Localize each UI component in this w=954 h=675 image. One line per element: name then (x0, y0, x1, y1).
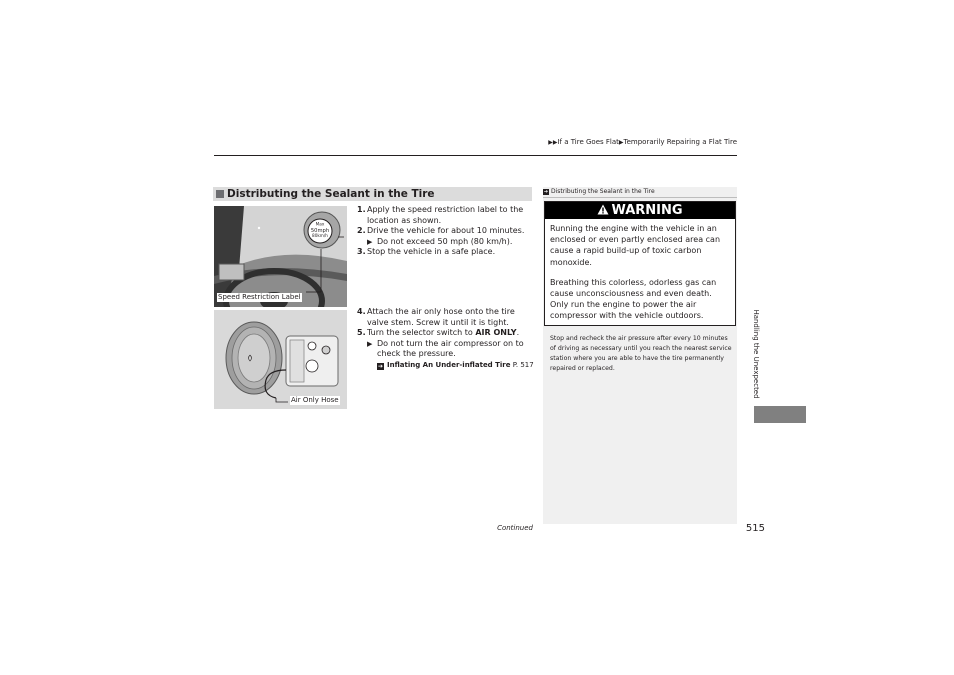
section-title: Distributing the Sealant in the Tire (227, 188, 435, 200)
sticker-line: 50mph (310, 228, 330, 234)
xref-page: P. 517 (512, 360, 534, 369)
compressor-illustration (214, 310, 347, 409)
breadcrumb-item: If a Tire Goes Flat (557, 138, 619, 146)
warning-header (545, 202, 735, 219)
step-item (357, 226, 535, 247)
sticker-line: Max (315, 221, 325, 227)
step-number: 1. (357, 205, 366, 214)
step-number: 4. (357, 307, 366, 316)
triangle-bullet-icon: ▶ (367, 237, 373, 246)
compressor-drawing (214, 310, 347, 409)
xref-title[interactable]: Inflating An Under-inflated Tire (387, 360, 511, 369)
warning-body (550, 223, 732, 331)
step-text: Drive the vehicle for about 10 minutes. (367, 226, 525, 236)
hose-callout: Air Only Hose (291, 396, 339, 404)
warning-box (544, 201, 736, 326)
step-text: Attach the air only hose onto the tire valve stem. Screw it until it is tight. (367, 307, 515, 327)
dashboard-illustration (214, 206, 347, 307)
steps-list-1 (357, 205, 535, 258)
breadcrumb-arrow-icon: ▶ (618, 139, 624, 146)
warning-paragraph: Running the engine with the vehicle in an enclosed or even partly enclosed area can cause a rapid build-up of toxic carbon monoxide. (550, 224, 721, 267)
side-note: Stop and recheck the air pressure after every 10 minutes of driving as necessary until you reach the nearest service station where you are able to have the tire permanently repaired or replaced. (550, 335, 732, 372)
dashboard-drawing (214, 206, 347, 307)
chapter-tab-label (749, 306, 763, 406)
step-item (357, 247, 535, 258)
chapter-tab[interactable] (754, 406, 806, 423)
step-number: 5. (357, 328, 366, 338)
warning-triangle-icon (597, 204, 609, 215)
side-heading (543, 187, 737, 198)
side-heading-text: Distributing the Sealant in the Tire (551, 188, 655, 195)
breadcrumb-item: Temporarily Repairing a Flat Tire (623, 138, 737, 146)
warning-paragraph: Breathing this colorless, odorless gas can cause unconsciousness and even death. (550, 277, 717, 299)
reference-arrow-icon: ➔ (377, 362, 384, 370)
step-item (357, 205, 535, 226)
section-square-icon (216, 190, 224, 198)
breadcrumb-arrow-icon: ▶▶ (548, 139, 558, 146)
page-number: 515 (745, 523, 765, 534)
speed-label-callout: Speed Restriction Label (218, 293, 301, 301)
step-text: Apply the speed restriction label to the location as shown. (367, 205, 524, 225)
section-heading (213, 187, 532, 201)
step-text: Turn the selector switch to (367, 328, 476, 338)
warning-paragraph: Only run the engine to power the air compressor with the vehicle outdoors. (550, 300, 704, 321)
reference-arrow-icon: ➔ (543, 189, 549, 195)
breadcrumb (520, 138, 737, 146)
warning-title: WARNING (611, 203, 683, 218)
step-text: Stop the vehicle in a safe place. (367, 247, 496, 257)
continued-text: Continued (497, 524, 533, 532)
step-text: . (516, 328, 520, 338)
steps-list-2 (357, 307, 535, 371)
step-subtext: Do not exceed 50 mph (80 km/h). (377, 236, 513, 246)
step-text-bold: AIR ONLY (475, 328, 517, 338)
triangle-bullet-icon: ▶ (367, 339, 373, 348)
step-subtext: Do not turn the air compressor on to check the pressure. (377, 338, 524, 359)
header-rule (214, 155, 737, 156)
step-number: 3. (357, 247, 366, 257)
cross-reference-link[interactable] (367, 360, 535, 371)
step-subitem (367, 339, 535, 360)
chapter-tab-text: Handling the Unexpected (752, 309, 760, 399)
sticker-line: 80km/h (312, 233, 328, 238)
step-subitem (367, 237, 535, 248)
step-number: 2. (357, 226, 366, 236)
step-item (357, 328, 535, 370)
step-item (357, 307, 535, 328)
